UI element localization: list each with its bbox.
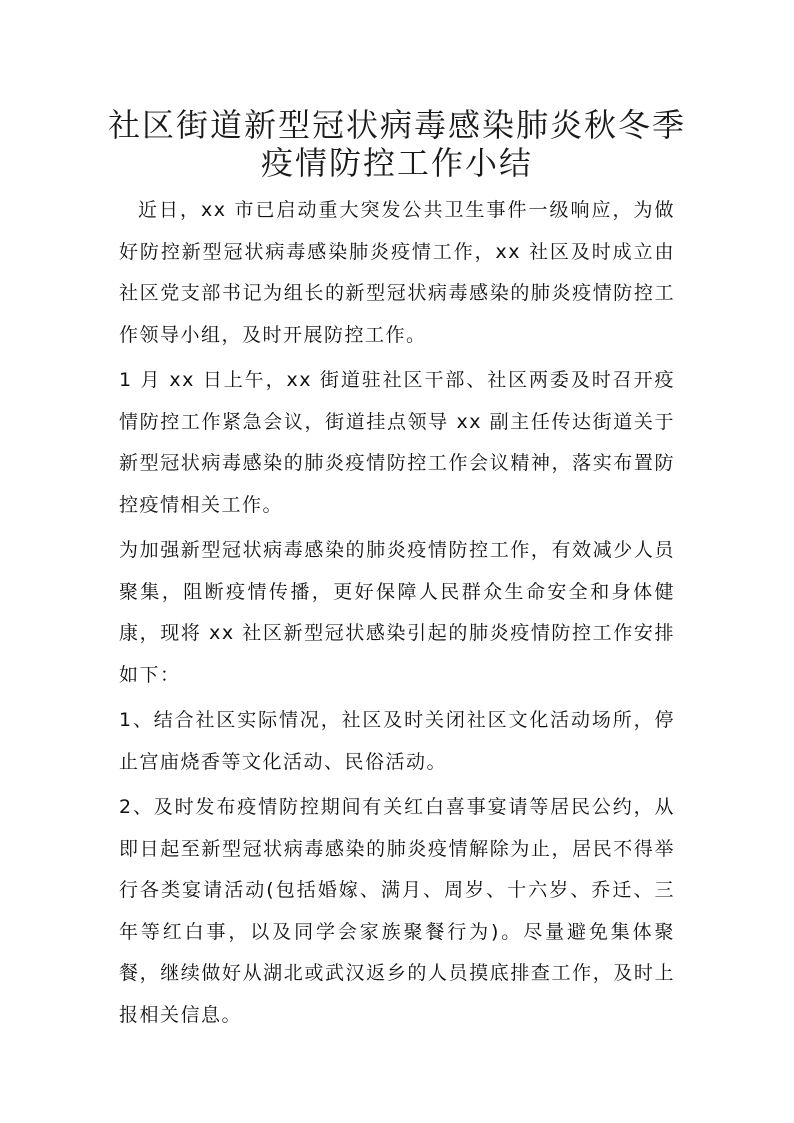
document-title-line-1: 社区街道新型冠状病毒感染肺炎秋冬季: [107, 106, 686, 144]
document-body: [119, 190, 675, 1040]
paragraph-item-2: 2、及时发布疫情防控期间有关红白喜事宴请等居民公约，从即日起至新型冠状病毒感染的肺炎疫情解除为止，居民不得举行各类宴请活动(包括婚嫁、满月、周岁、十六岁、乔迁、三年等红白事，以及同学会家族聚餐行为)。尽量避免集体聚餐，继续做好从湖北或武汉返乡的人员摸底排查工作，及时上报相关信息。: [119, 796, 675, 1026]
paragraph-arrangement: 为加强新型冠状病毒感染的肺炎疫情防控工作，有效减少人员聚集，阻断疫情传播，更好保障人民群众生命安全和身体健康，现将 xx 社区新型冠状感染引起的肺炎疫情防控工作安排如下：: [119, 539, 675, 686]
document-title-line-2: 疫情防控工作小结: [260, 144, 533, 182]
paragraph-intro: 近日，xx 市已启动重大突发公共卫生事件一级响应，为做好防控新型冠状病毒感染肺炎疫情工作，xx 社区及时成立由社区党支部书记为组长的新型冠状病毒感染的肺炎疫情防控工作领导小组，及时开展防控工作。: [119, 199, 675, 346]
paragraph-item-1: 1、结合社区实际情况，社区及时关闭社区文化活动场所，停止宫庙烧香等文化活动、民俗活动。: [119, 709, 675, 773]
paragraph-meeting: 1 月 xx 日上午，xx 街道驻社区干部、社区两委及时召开疫情防控工作紧急会议，街道挂点领导 xx 副主任传达街道关于新型冠状病毒感染的肺炎疫情防控工作会议精神，落实布置防控疫情相关工作。: [119, 369, 675, 516]
